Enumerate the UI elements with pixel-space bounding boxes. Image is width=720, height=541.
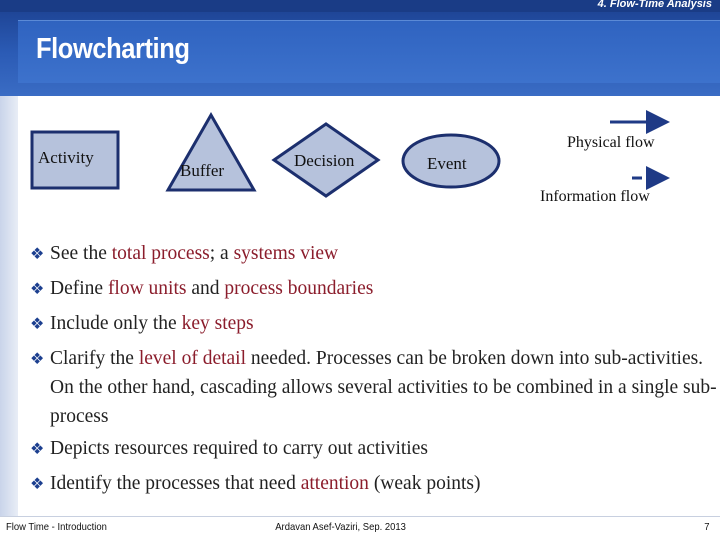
highlighted-term: systems view [233,243,339,264]
bullet-item [30,466,720,501]
bullet-diamond-icon: ❖ [30,279,45,298]
bullet-item [30,341,720,431]
bullet-item [30,306,720,341]
bullet-text [50,341,720,431]
text-run: and [186,278,225,299]
text-run: Include only the [50,313,182,334]
bullet-diamond-icon: ❖ [30,349,45,368]
bullet-text [50,466,720,501]
highlighted-term: attention [300,473,369,494]
highlighted-term: process boundaries [224,278,374,299]
page-number: 7 [704,521,710,533]
bullet-text [50,431,720,466]
information-flow-label: Information flow [540,188,650,205]
footer [0,516,720,541]
bullet-item [30,236,720,271]
text-run: needed. Processes can be broken down into sub-activities. On the other hand, cascading allows several activities to be combined in a single sub-process [50,348,717,427]
footer-left: Flow Time - Introduction [6,521,107,533]
bullet-text [50,271,720,306]
bullet-item [30,431,720,466]
text-run: (weak points) [368,473,481,494]
highlighted-term: key steps [181,313,254,334]
bullet-text [50,236,720,271]
physical-flow-label: Physical flow [567,134,655,151]
highlighted-term: total process [111,243,210,264]
slide-title: Flowcharting [36,33,190,65]
event-label: Event [427,154,467,173]
bullet-list [30,236,720,501]
text-run: ; a [209,243,234,264]
bullet-diamond-icon: ❖ [30,439,45,458]
bullet-diamond-icon: ❖ [30,474,45,493]
highlighted-term: flow units [107,278,187,299]
bullet-diamond-icon: ❖ [30,244,45,263]
activity-label: Activity [38,148,94,167]
section-label: 4. Flow-Time Analysis [597,0,712,10]
buffer-label: Buffer [180,161,225,180]
highlighted-term: level of detail [138,348,247,369]
text-run: Define [50,278,108,299]
bullet-text [50,306,720,341]
bullet-item [30,271,720,306]
decision-label: Decision [294,151,355,170]
text-run: Depicts resources required to carry out activities [50,438,428,459]
footer-author: Ardavan Asef-Vaziri, Sep. 2013 [275,521,406,533]
text-run: See the [50,243,112,264]
text-run: Identify the processes that need [50,473,301,494]
text-run: Clarify the [50,348,139,369]
bullet-diamond-icon: ❖ [30,314,45,333]
